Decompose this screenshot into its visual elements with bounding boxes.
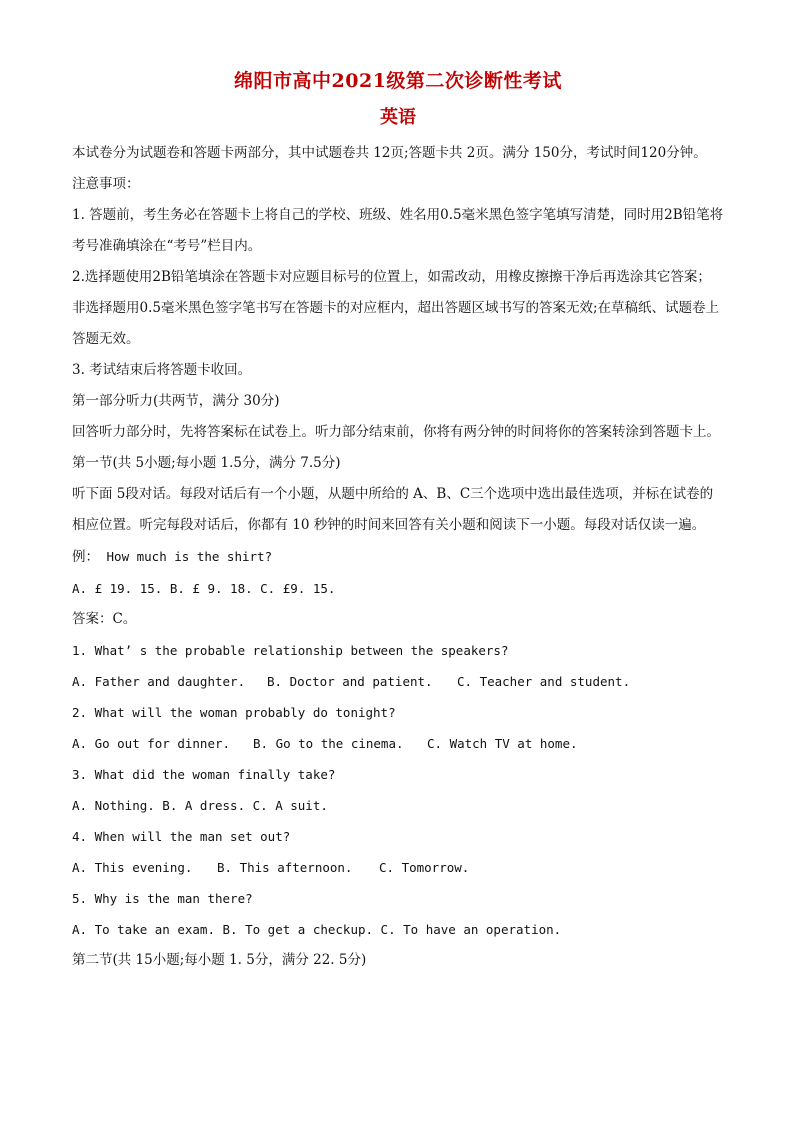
question-1: 1. What’ s the probable relationship between the speakers? — [72, 643, 509, 658]
notice-item-2: 2.选择题使用2B铅笔填涂在答题卡对应题目标号的位置上，如需改动，用橡皮擦擦干净后再选涂其它答案；非选择题用0.5毫米黑色签字笔书写在答题卡的对应框内，超出答题区域书写的答案无效;在草稿纸、试题卷上答题无效。 — [72, 269, 720, 347]
example-question-text: How much is the shirt? — [99, 549, 273, 564]
notice-heading: 注意事项： — [72, 176, 140, 192]
question-3: 3. What did the woman finally take? — [72, 767, 336, 782]
option-b: B. Doctor and patient. — [267, 674, 433, 689]
example-answer: 答案：C。 — [72, 611, 137, 627]
section1-instructions: 听下面 5段对话。每段对话后有一个小题，从题中所给的 A、B、C三个选项中选出最佳选项，并标在试卷的相应位置。听完每段对话后，你都有 10 秒钟的时间来回答有关小题和阅读下一小题。每段对话仅读一遍。 — [72, 486, 714, 533]
option-c: C. Tomorrow. — [379, 860, 470, 875]
option-a: A. This evening. — [72, 860, 193, 875]
question-4: 4. When will the man set out? — [72, 829, 291, 844]
example-options: A. £ 19. 15. B. £ 9. 18. C. £9. 15. — [72, 581, 336, 596]
option-a: A. Go out for dinner. — [72, 736, 231, 751]
subject-title: 英语 — [380, 107, 416, 128]
exam-title: 绵阳市高中2021级第二次诊断性考试 — [234, 70, 562, 92]
question-1-options — [72, 666, 724, 697]
exam-page — [72, 68, 724, 976]
part1-heading: 第一部分听力(共两节，满分 30分) — [72, 393, 280, 409]
option-c: C. Watch TV at home. — [427, 736, 578, 751]
option-a: A. Father and daughter. — [72, 674, 246, 689]
example-label: 例： — [72, 549, 99, 565]
option-b: B. This afternoon. — [217, 860, 353, 875]
part1-instructions: 回答听力部分时，先将答案标在试卷上。听力部分结束前，你将有两分钟的时间将你的答案转涂到答题卡上。 — [72, 424, 720, 440]
question-4-options — [72, 852, 724, 883]
notice-item-3: 3. 考试结束后将答题卡收回。 — [72, 362, 252, 378]
notice-item-1: 1. 答题前，考生务必在答题卡上将自己的学校、班级、姓名用0.5毫米黑色签字笔填写清楚，同时用2B铅笔将考号准确填涂在“考号”栏目内。 — [72, 207, 724, 254]
question-5-options: A. To take an exam. B. To get a checkup. C. To have an operation. — [72, 922, 562, 937]
question-2: 2. What will the woman probably do tonight? — [72, 705, 396, 720]
option-c: C. Teacher and student. — [457, 674, 631, 689]
example-question — [72, 541, 724, 573]
option-b: B. Go to the cinema. — [253, 736, 404, 751]
section2-heading: 第二节(共 15小题;每小题 1. 5分，满分 22. 5分) — [72, 952, 367, 968]
question-5: 5. Why is the man there? — [72, 891, 253, 906]
question-2-options — [72, 728, 724, 759]
question-3-options: A. Nothing. B. A dress. C. A suit. — [72, 798, 328, 813]
section1-heading: 第一节(共 5小题;每小题 1.5分，满分 7.5分) — [72, 455, 341, 471]
intro-line: 本试卷分为试题卷和答题卡两部分，其中试题卷共 12页;答题卡共 2页。满分 150分，考试时间120分钟。 — [72, 145, 707, 161]
